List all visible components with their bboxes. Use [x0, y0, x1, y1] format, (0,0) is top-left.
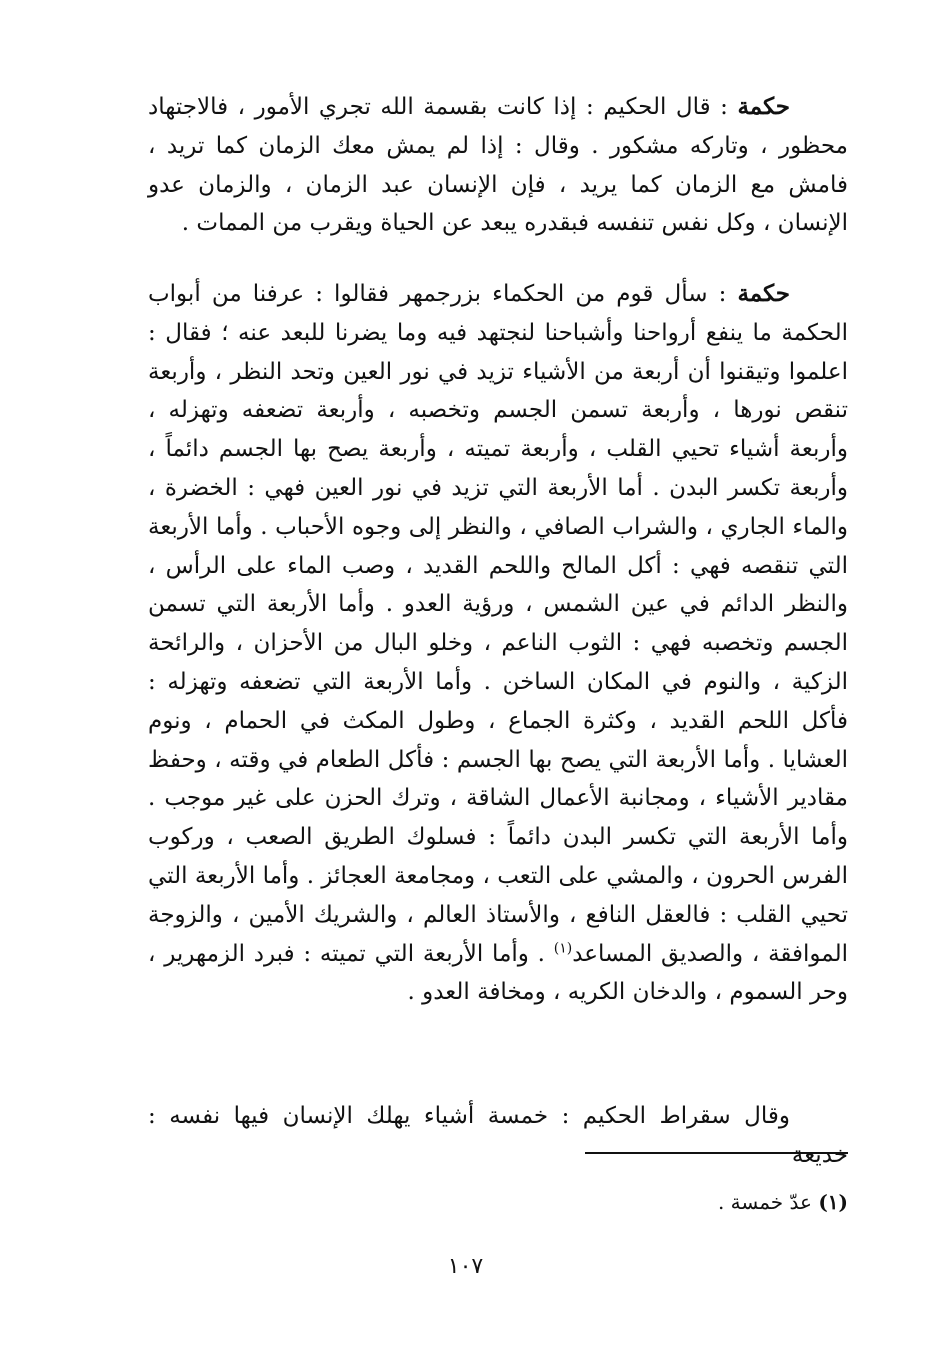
- footnote-reference: (١): [553, 939, 573, 956]
- paragraph-lead: حكمة: [737, 93, 790, 120]
- paragraph-hikma-2: [148, 275, 848, 1012]
- footnote-text: عدّ خمسة .: [717, 1190, 812, 1214]
- footnote-divider: [585, 1152, 848, 1154]
- paragraph-text-continued: . وأما الأربعة التي تميته : فبرد الزمهرير ، وحر السموم ، والدخان الكريه ، ومخافة العدو .: [148, 940, 848, 1006]
- paragraph-body: [148, 1097, 848, 1175]
- footnote: [400, 1187, 848, 1217]
- paragraph-lead: حكمة: [737, 280, 791, 307]
- paragraph-text: : قال الحكيم : إذا كانت بقسمة الله تجري الأمور ، فالاجتهاد محظور ، وتاركه مشكور . وقال : إذا لم يمش معك الزمان كما تريد ، فامش مع الزمان كما يريد ، فإن الإنسان عبد الزمان ، والزمان عدو الإنسان ، وكل نفس تنفسه فبقدره يبعد عن الحياة ويقرب من الممات .: [148, 94, 848, 237]
- paragraph-body: [148, 275, 848, 1012]
- paragraph-body: [148, 88, 848, 243]
- paragraph-text: : سأل قوم من الحكماء بزرجمهر فقالوا : عرفنا من أبواب الحكمة ما ينفع أرواحنا وأشباحنا لنجتهد فيه وما يضرنا للبعد عنه ؛ فقال : اعلموا وتيقنوا أن أربعة من الأشياء تزيد في نور العين وتحد النظر ، وأربعة تنقص نورها ، وأربعة تسمن الجسم وتخصبه ، وأربعة تضعفه وتهزله ، وأربعة أشياء تحيي القلب ، وأربعة تميته ، وأربعة يصح بها الجسم دائماً ، وأربعة تكسر البدن . أما الأربعة التي تزيد في نور العين فهي : الخضرة ، والماء الجاري ، والشراب الصافي ، والنظر إلى وجوه الأحباب . وأما الأربعة التي تنقصه فهي : أكل المالح واللحم القديد ، وصب الماء على الرأس ، والنظر الدائم في عين الشمس ، ورؤية العدو . وأما الأربعة التي تسمن الجسم وتخصبه فهي : الثوب الناعم ، وخلو البال من الأحزان ، والرائحة الزكية ، والنوم في المكان الساخن . وأما الأربعة التي تضعفه وتهزله : فأكل اللحم القديد ، وكثرة الجماع ، وطول المكث في الحمام ، ونوم العشايا . وأما الأربعة التي يصح بها الجسم : فأكل الطعام في وقته ، وحفظ مقادير الأشياء ، ومجانبة الأعمال الشاقة ، وترك الحزن على غير موجب . وأما الأربعة التي تكسر البدن دائماً : فسلوك الطريق الصعب ، وركوب الفرس الحرون ، والمشي على التعب ، ومجامعة العجائز . وأما الأربعة التي تحيي القلب : فالعقل النافع ، والأستاذ العالم ، والشريك الأمين ، والزوجة الموافقة ، والصديق المساعد: [148, 281, 848, 967]
- paragraph-text: وقال سقراط الحكيم : خمسة أشياء يهلك الإنسان فيها نفسه : خديعة: [148, 1103, 848, 1168]
- paragraph-socrates: [148, 1097, 848, 1175]
- footnote-mark: (١): [818, 1190, 848, 1214]
- page-number: ١٠٧: [447, 1254, 484, 1279]
- paragraph-hikma-1: [148, 88, 848, 243]
